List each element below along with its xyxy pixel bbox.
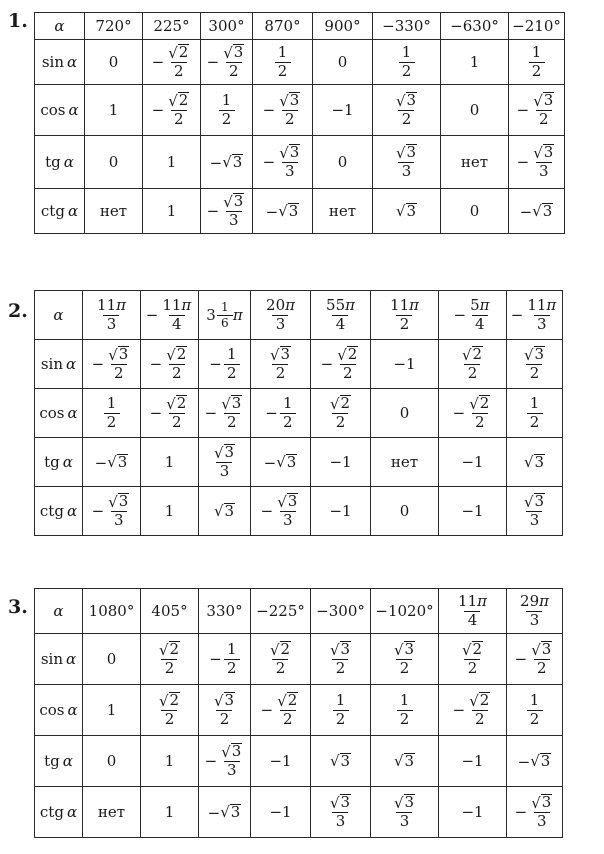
cell-value: −1 — [269, 802, 292, 821]
function-value-cell — [507, 340, 563, 389]
function-value-cell — [251, 685, 311, 736]
function-value-cell — [83, 736, 141, 787]
function-label — [35, 787, 83, 838]
cell-value: 1 — [108, 100, 119, 119]
angle-value-cell — [507, 291, 563, 340]
function-value-cell — [373, 85, 441, 136]
cell-value: −1 — [461, 452, 484, 471]
function-value-cell — [141, 787, 199, 838]
cell-value: $\frac{11\pi}{4}$ — [458, 591, 487, 629]
angle-value-cell — [141, 589, 199, 634]
cell-value: √ 3 3 — [329, 792, 351, 831]
cell-value: $\frac{1}{2}$ — [527, 693, 543, 728]
row-label-text: tg α — [44, 452, 73, 471]
function-value-cell — [199, 340, 251, 389]
function-label — [35, 189, 85, 234]
cell-value: − $\frac{1}{2}$ — [265, 396, 296, 431]
cell-value: 720° — [95, 16, 132, 35]
cell-value: $\frac{1}{2}$ — [219, 93, 235, 128]
cell-value: √ 3 3 — [395, 142, 417, 181]
function-value-cell — [143, 189, 201, 234]
row-label-text: ctg α — [39, 802, 78, 821]
function-value-cell — [439, 736, 507, 787]
cell-value: 300° — [208, 16, 245, 35]
function-value-cell — [83, 438, 141, 487]
cell-value: √ 3 2 — [395, 90, 417, 129]
cell-value: 1 — [106, 700, 117, 719]
function-label — [35, 340, 83, 389]
function-value-cell — [83, 487, 141, 536]
function-value-cell — [509, 189, 565, 234]
function-value-cell — [83, 340, 141, 389]
function-value-cell — [201, 40, 253, 85]
function-value-cell — [141, 438, 199, 487]
cell-value: √ 3 — [393, 751, 415, 771]
cell-value: √ 2 2 — [158, 639, 180, 678]
cell-value: − √ 3 — [517, 751, 551, 771]
cell-value: − √ 3 — [263, 452, 297, 472]
angle-value-cell — [83, 589, 141, 634]
function-value-cell — [253, 189, 313, 234]
cell-value: 1 — [166, 152, 177, 171]
cell-value: − $\frac{11\pi}{4}$ — [145, 295, 192, 333]
function-label — [35, 685, 83, 736]
cell-value: 330° — [206, 601, 243, 620]
row-label-text: sin α — [41, 52, 78, 71]
function-value-cell — [199, 685, 251, 736]
function-value-cell — [439, 685, 507, 736]
angle-value-cell — [373, 13, 441, 40]
cell-value: √ 3 2 — [393, 639, 415, 678]
cell-value: − √ 2 2 — [149, 344, 187, 383]
table-row — [35, 685, 563, 736]
function-value-cell — [199, 787, 251, 838]
function-value-cell — [441, 189, 509, 234]
cell-value: $\frac{1}{2}$ — [275, 45, 291, 80]
cell-value: − $\frac{5\pi}{4}$ — [453, 295, 490, 333]
cell-value: 405° — [151, 601, 188, 620]
function-value-cell — [371, 340, 439, 389]
function-value-cell — [441, 40, 509, 85]
function-value-cell — [311, 787, 371, 838]
function-value-cell — [143, 136, 201, 189]
function-value-cell — [251, 340, 311, 389]
angle-value-cell — [85, 13, 143, 40]
cell-value: − √ 3 3 — [262, 142, 300, 181]
cell-value: 0 — [337, 152, 348, 171]
function-value-cell — [507, 389, 563, 438]
function-value-cell — [371, 736, 439, 787]
cell-value: − √ 2 2 — [320, 344, 358, 383]
function-value-cell — [371, 787, 439, 838]
angle-value-cell — [507, 589, 563, 634]
row-label-text: α — [53, 601, 64, 620]
cell-value: 1 — [164, 751, 175, 770]
trig-table-3 — [34, 588, 563, 838]
angle-label — [35, 589, 83, 634]
cell-value: − √ 3 2 — [206, 42, 244, 81]
function-value-cell — [201, 136, 253, 189]
function-value-cell — [251, 438, 311, 487]
cell-value: −225° — [256, 601, 305, 620]
function-value-cell — [371, 389, 439, 438]
function-value-cell — [509, 85, 565, 136]
table-number: 2. — [8, 300, 28, 322]
function-label — [35, 487, 83, 536]
function-value-cell — [313, 189, 373, 234]
function-value-cell — [199, 736, 251, 787]
function-value-cell — [251, 634, 311, 685]
cell-value: 1 — [164, 802, 175, 821]
function-value-cell — [371, 487, 439, 536]
cell-value: − √ 3 — [209, 152, 243, 172]
cell-value: −630° — [450, 16, 499, 35]
cell-value: √ 3 2 — [269, 344, 291, 383]
cell-value: − √ 2 2 — [149, 393, 187, 432]
angle-value-cell — [311, 589, 371, 634]
cell-value: − √ 3 — [207, 802, 241, 822]
table-number: 1. — [8, 10, 28, 32]
cell-value: − √ 2 2 — [452, 393, 490, 432]
trig-table-2 — [34, 290, 563, 536]
function-value-cell — [439, 487, 507, 536]
function-value-cell — [311, 736, 371, 787]
function-value-cell — [311, 438, 371, 487]
cell-value: √ 3 — [213, 501, 235, 521]
cell-value: −1 — [269, 751, 292, 770]
function-value-cell — [311, 389, 371, 438]
cell-value: − √ 3 2 — [262, 90, 300, 129]
function-value-cell — [141, 389, 199, 438]
function-value-cell — [251, 787, 311, 838]
cell-value: − √ 3 3 — [91, 491, 129, 530]
cell-value: √ 3 — [329, 751, 351, 771]
function-value-cell — [141, 685, 199, 736]
function-label — [35, 634, 83, 685]
cell-value: − $\frac{1}{2}$ — [209, 347, 240, 382]
row-label-text: cos α — [39, 700, 78, 719]
function-value-cell — [199, 438, 251, 487]
cell-value: нет — [99, 201, 128, 220]
cell-value: 0 — [337, 52, 348, 71]
cell-value: √ 3 3 — [393, 792, 415, 831]
function-value-cell — [509, 40, 565, 85]
function-value-cell — [313, 40, 373, 85]
row-label-text: cos α — [40, 100, 79, 119]
cell-value: $\frac{1}{2}$ — [397, 693, 413, 728]
table-header-row — [35, 13, 565, 40]
angle-value-cell — [199, 291, 251, 340]
function-value-cell — [371, 685, 439, 736]
function-value-cell — [373, 136, 441, 189]
function-value-cell — [83, 634, 141, 685]
table-row — [35, 340, 563, 389]
table-row — [35, 487, 563, 536]
function-value-cell — [85, 136, 143, 189]
angle-value-cell — [253, 13, 313, 40]
row-label-text: α — [54, 16, 65, 35]
cell-value: 3 $\frac{1}{6}$ π — [206, 299, 243, 330]
cell-value: 1 — [164, 501, 175, 520]
cell-value: −1 — [461, 802, 484, 821]
cell-value: $\frac{20\pi}{3}$ — [266, 295, 295, 333]
function-value-cell — [439, 438, 507, 487]
cell-value: √ 3 3 — [213, 442, 235, 481]
angle-label — [35, 13, 85, 40]
cell-value: нет — [97, 802, 126, 821]
function-value-cell — [199, 487, 251, 536]
angle-value-cell — [83, 291, 141, 340]
cell-value: 0 — [469, 201, 480, 220]
cell-value: нет — [390, 452, 419, 471]
function-value-cell — [251, 389, 311, 438]
function-value-cell — [441, 85, 509, 136]
function-value-cell — [85, 189, 143, 234]
cell-value: 0 — [106, 751, 117, 770]
function-label — [35, 85, 85, 136]
cell-value: √ 3 2 — [213, 690, 235, 729]
function-label — [35, 438, 83, 487]
function-value-cell — [85, 40, 143, 85]
table-header-row — [35, 291, 563, 340]
angle-value-cell — [313, 13, 373, 40]
cell-value: $\frac{1}{2}$ — [333, 693, 349, 728]
function-value-cell — [509, 136, 565, 189]
table-row — [35, 189, 565, 234]
function-value-cell — [507, 487, 563, 536]
cell-value: −210° — [512, 16, 561, 35]
function-value-cell — [143, 85, 201, 136]
cell-value: $\frac{11\pi}{2}$ — [390, 295, 419, 333]
angle-value-cell — [199, 589, 251, 634]
angle-value-cell — [439, 589, 507, 634]
angle-value-cell — [143, 13, 201, 40]
cell-value: − √ 3 3 — [516, 142, 554, 181]
cell-value: √ 2 2 — [269, 639, 291, 678]
table-row — [35, 438, 563, 487]
cell-value: √ 3 — [523, 452, 545, 472]
function-value-cell — [251, 736, 311, 787]
cell-value: − √ 2 2 — [260, 690, 298, 729]
function-value-cell — [311, 685, 371, 736]
angle-value-cell — [441, 13, 509, 40]
cell-value: √ 3 2 — [523, 344, 545, 383]
function-value-cell — [371, 634, 439, 685]
cell-value: 0 — [399, 501, 410, 520]
function-value-cell — [439, 787, 507, 838]
cell-value: − √ 3 — [519, 201, 553, 221]
function-label — [35, 40, 85, 85]
row-label-text: cos α — [39, 403, 78, 422]
cell-value: −330° — [382, 16, 431, 35]
cell-value: √ 2 2 — [461, 639, 483, 678]
cell-value: − $\frac{1}{2}$ — [209, 642, 240, 677]
cell-value: √ 2 2 — [461, 344, 483, 383]
function-value-cell — [141, 736, 199, 787]
function-value-cell — [313, 85, 373, 136]
function-value-cell — [507, 787, 563, 838]
angle-value-cell — [251, 291, 311, 340]
cell-value: 0 — [399, 403, 410, 422]
function-value-cell — [83, 685, 141, 736]
cell-value: − √ 2 2 — [151, 42, 189, 81]
function-value-cell — [253, 40, 313, 85]
cell-value: −1 — [461, 501, 484, 520]
function-label — [35, 136, 85, 189]
cell-value: − √ 3 3 — [204, 741, 242, 780]
cell-value: 225° — [153, 16, 190, 35]
function-label — [35, 389, 83, 438]
cell-value: −300° — [316, 601, 365, 620]
angle-value-cell — [201, 13, 253, 40]
function-value-cell — [373, 189, 441, 234]
function-value-cell — [253, 136, 313, 189]
cell-value: −1 — [461, 751, 484, 770]
cell-value: − √ 3 2 — [204, 393, 242, 432]
cell-value: 900° — [324, 16, 361, 35]
cell-value: − √ 3 3 — [206, 191, 244, 230]
cell-value: − √ 3 3 — [514, 792, 552, 831]
cell-value: − √ 2 2 — [151, 90, 189, 129]
function-value-cell — [507, 634, 563, 685]
function-value-cell — [507, 438, 563, 487]
cell-value: 1080° — [88, 601, 135, 620]
function-value-cell — [441, 136, 509, 189]
function-value-cell — [313, 136, 373, 189]
row-label-text: α — [53, 305, 64, 324]
row-label-text: ctg α — [40, 201, 79, 220]
cell-value: $\frac{1}{2}$ — [527, 396, 543, 431]
cell-value: √ 3 2 — [329, 639, 351, 678]
table-row — [35, 787, 563, 838]
cell-value: − √ 3 — [94, 452, 128, 472]
table-header-row — [35, 589, 563, 634]
cell-value: −1 — [329, 452, 352, 471]
function-value-cell — [373, 40, 441, 85]
cell-value: $\frac{1}{2}$ — [104, 396, 120, 431]
function-value-cell — [141, 487, 199, 536]
row-label-text: ctg α — [39, 501, 78, 520]
function-value-cell — [439, 389, 507, 438]
cell-value: 1 — [469, 52, 480, 71]
function-value-cell — [201, 85, 253, 136]
angle-value-cell — [509, 13, 565, 40]
function-value-cell — [199, 634, 251, 685]
cell-value: √ 3 — [395, 201, 417, 221]
table-row — [35, 40, 565, 85]
function-value-cell — [143, 40, 201, 85]
cell-value: нет — [460, 152, 489, 171]
angle-value-cell — [251, 589, 311, 634]
function-value-cell — [199, 389, 251, 438]
cell-value: − √ 3 2 — [91, 344, 129, 383]
function-value-cell — [371, 438, 439, 487]
function-value-cell — [83, 787, 141, 838]
table-row — [35, 136, 565, 189]
cell-value: √ 3 3 — [523, 491, 545, 530]
cell-value: $\frac{29\pi}{3}$ — [520, 591, 549, 629]
table-row — [35, 85, 565, 136]
table-row — [35, 736, 563, 787]
cell-value: − √ 3 — [265, 201, 299, 221]
table-number: 3. — [8, 596, 28, 618]
function-value-cell — [83, 389, 141, 438]
angle-label — [35, 291, 83, 340]
cell-value: $\frac{1}{2}$ — [529, 45, 545, 80]
angle-value-cell — [311, 291, 371, 340]
cell-value: √ 2 2 — [329, 393, 351, 432]
cell-value: 1 — [164, 452, 175, 471]
cell-value: $\frac{55\pi}{4}$ — [326, 295, 355, 333]
cell-value: 0 — [108, 52, 119, 71]
cell-value: 1 — [166, 201, 177, 220]
function-value-cell — [201, 189, 253, 234]
cell-value: √ 2 2 — [158, 690, 180, 729]
function-value-cell — [507, 685, 563, 736]
angle-value-cell — [141, 291, 199, 340]
cell-value: − $\frac{11\pi}{3}$ — [510, 295, 557, 333]
angle-value-cell — [371, 589, 439, 634]
cell-value: − √ 3 2 — [514, 639, 552, 678]
function-value-cell — [141, 340, 199, 389]
trig-table-1 — [34, 12, 565, 234]
function-value-cell — [85, 85, 143, 136]
cell-value: −1 — [331, 100, 354, 119]
row-label-text: tg α — [45, 152, 74, 171]
cell-value: нет — [328, 201, 357, 220]
cell-value: − √ 2 2 — [452, 690, 490, 729]
function-value-cell — [141, 634, 199, 685]
cell-value: $\frac{1}{2}$ — [399, 45, 415, 80]
function-value-cell — [311, 340, 371, 389]
cell-value: −1 — [393, 354, 416, 373]
cell-value: 0 — [469, 100, 480, 119]
function-value-cell — [311, 487, 371, 536]
row-label-text: sin α — [40, 354, 77, 373]
cell-value: −1020° — [375, 601, 434, 620]
table-row — [35, 389, 563, 438]
table-row — [35, 634, 563, 685]
cell-value: −1 — [329, 501, 352, 520]
cell-value: − √ 3 3 — [260, 491, 298, 530]
cell-value: 870° — [264, 16, 301, 35]
cell-value: − √ 3 2 — [516, 90, 554, 129]
angle-value-cell — [439, 291, 507, 340]
function-value-cell — [507, 736, 563, 787]
function-value-cell — [311, 634, 371, 685]
function-value-cell — [251, 487, 311, 536]
function-value-cell — [439, 340, 507, 389]
cell-value: 0 — [106, 649, 117, 668]
row-label-text: tg α — [44, 751, 73, 770]
cell-value: $\frac{11\pi}{3}$ — [97, 295, 126, 333]
angle-value-cell — [371, 291, 439, 340]
cell-value: 0 — [108, 152, 119, 171]
function-value-cell — [439, 634, 507, 685]
function-label — [35, 736, 83, 787]
function-value-cell — [253, 85, 313, 136]
row-label-text: sin α — [40, 649, 77, 668]
